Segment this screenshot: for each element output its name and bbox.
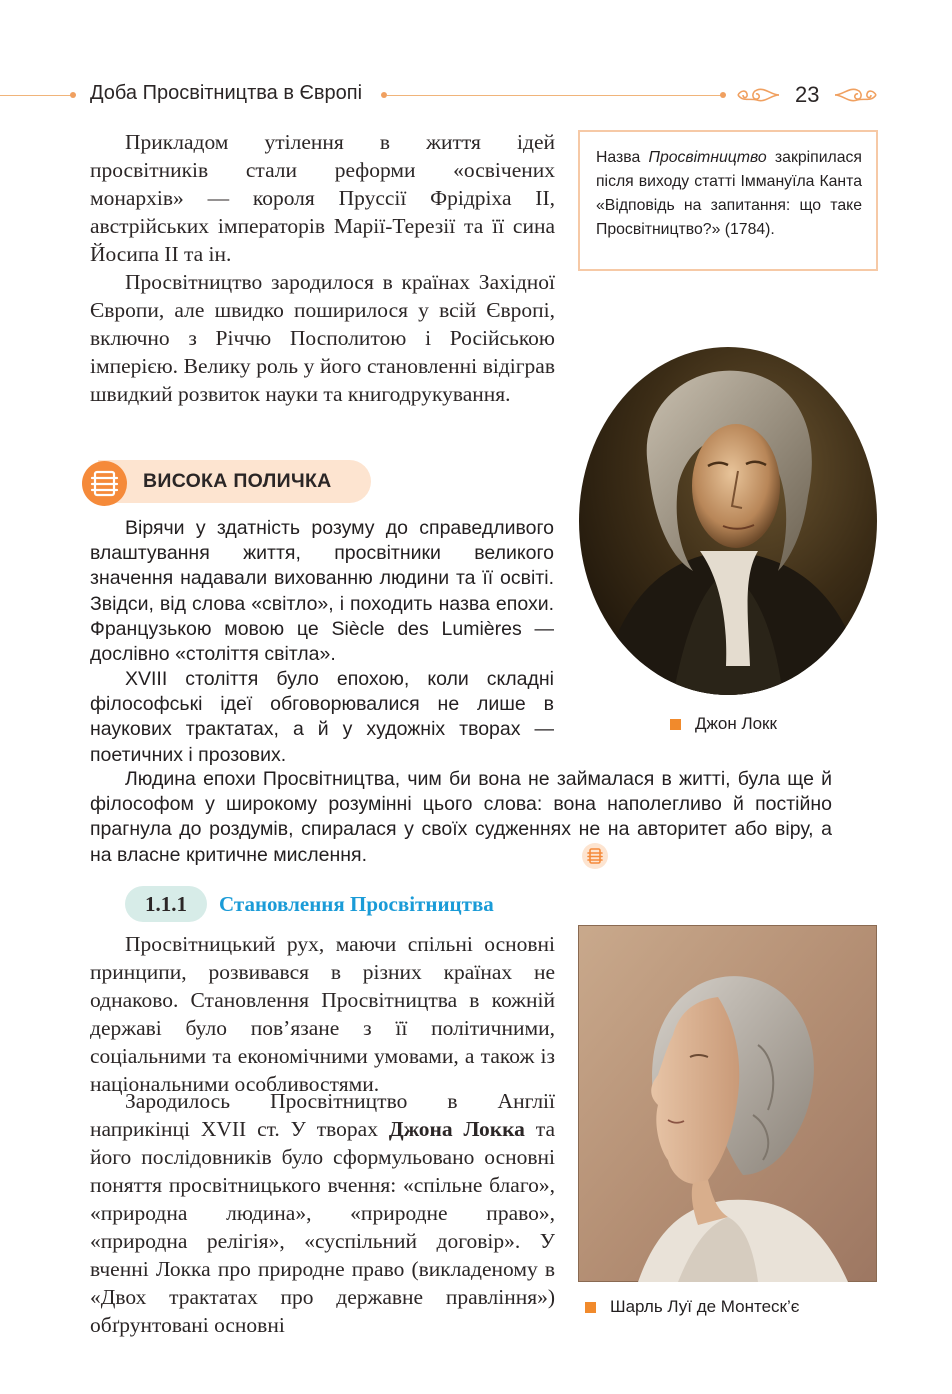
figure-caption-montesquieu: Шарль Луї де Монтеск’є bbox=[610, 1297, 800, 1316]
section-paragraph-england bbox=[90, 1087, 555, 1339]
caption-bullet bbox=[670, 719, 681, 730]
shelf-paragraph-reason: Вірячи у здатність розуму до справедливого влаштування життя, просвітники великого значення надавали вихованню людини та її освіті. Звідси, від слова «світло», і походить назва епохи. Французькою мовою це Siècle des Lumières — дослівно «століття світла». bbox=[90, 517, 554, 666]
text-run: та його послідовників було сформульовано основні поняття просвітницького вчення: «спільне благо», «природна людина», «природне право», «природна релігія», «суспільний договір». У вченні Локка про природне право (викладеному в «Двох трактатах про державне правління») обґрунтовані основні bbox=[90, 1117, 556, 1337]
paragraph-enlightened-monarchs: Прикладом утілення в життя ідей просвітників стали реформи «освічених монархів» — короля Пруссії Фрідріха II, австрійських імператорів Марії-Терезії та її сина Йосипа II та ін. bbox=[90, 130, 555, 266]
chapter-title: Доба Просвітництва в Європі bbox=[90, 82, 363, 104]
ornament-right-icon bbox=[833, 82, 879, 108]
header-dot bbox=[720, 92, 726, 98]
sidebar-note bbox=[578, 130, 878, 271]
montesquieu-portrait bbox=[578, 925, 877, 1282]
shelf-paragraph-18th-century: XVIII століття було епохою, коли складні філософські ідеї обговорювалися не лише в наукових трактатах, а й у художніх творах — поетичних і прозових. bbox=[90, 668, 554, 766]
section-paragraph-development: Просвітницький рух, маючи спільні основні принципи, розвивався в різних країнах не однаково. Становлення Просвітництва в кожній державі було пов’язане з її політичними, соціальними та економічними умовами, а також із національними особливостями. bbox=[90, 932, 555, 1096]
paragraph-spread-of-enlightenment: Просвітництво зародилося в країнах Західної Європи, але швидко поширилося у всій Європі, включно з Річчю Посполитою і Російською імперією. Велику роль у його становленні відіграв швидкий розвиток науки та книгодрукування. bbox=[90, 270, 555, 406]
john-locke-portrait bbox=[578, 346, 878, 696]
high-shelf-title: ВИСОКА ПОЛИЧКА bbox=[143, 470, 332, 492]
page-number: 23 bbox=[795, 82, 820, 107]
shelf-paragraph-philosopher: Людина епохи Просвітництва, чим би вона не займалася в житті, була ще й філософом у широкому розумінні цього слова: вона наполегливо й постійно прагнула до роздумів, спиралася у своїх судженнях не на авторитет або віру, а на власне критичне мислення. bbox=[90, 768, 832, 866]
header-rule-left bbox=[0, 95, 72, 96]
header-dot bbox=[70, 92, 76, 98]
section-title: Становлення Просвітництва bbox=[219, 892, 494, 916]
ornament-left-icon bbox=[735, 82, 781, 108]
text-run: Зародилось Просвітництво в Англії наприкінці XVII ст. У творах bbox=[90, 1089, 555, 1141]
figure-caption-locke: Джон Локк bbox=[695, 714, 777, 733]
note-prefix: Назва bbox=[596, 149, 649, 166]
note-term: Просвітництво bbox=[648, 149, 767, 166]
shelf-end-icon bbox=[582, 843, 608, 869]
note-text: закріпилася після виходу статті Іммануїла Канта «Відповідь на запитання: що таке Просвітництво?» (1784). bbox=[596, 149, 862, 238]
section-number: 1.1.1 bbox=[145, 892, 187, 916]
john-locke-name: Джона Локка bbox=[388, 1117, 525, 1141]
caption-bullet bbox=[585, 1302, 596, 1313]
header-rule-middle bbox=[387, 95, 722, 96]
shelf-icon bbox=[82, 461, 127, 506]
